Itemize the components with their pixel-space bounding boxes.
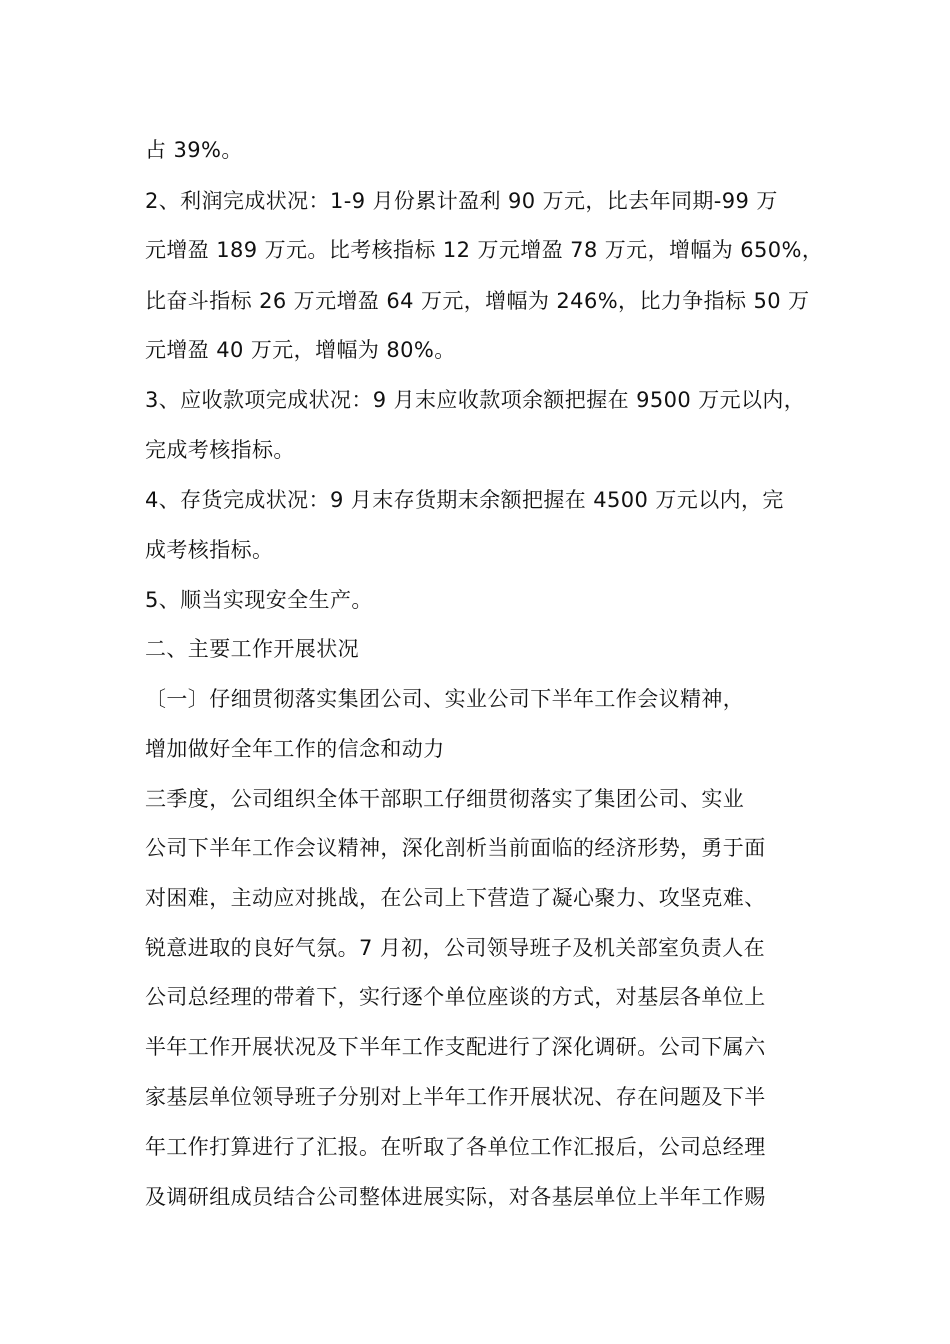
text-line: 锐意进取的良好气氛。7 月初，公司领导班子及机关部室负责人在 — [145, 936, 766, 960]
subsection-heading: 增加做好全年工作的信念和动力 — [145, 737, 445, 761]
text-line: 及调研组成员结合公司整体进展实际，对各基层单位上半年工作赐 — [145, 1185, 766, 1209]
text-line: 公司总经理的带着下，实行逐个单位座谈的方式，对基层各单位上 — [145, 985, 766, 1009]
text-line: 半年工作开展状况及下半年工作支配进行了深化调研。公司下属六 — [145, 1035, 766, 1059]
text-line: 成考核指标。 — [145, 538, 274, 562]
text-line: 占 39%。 — [145, 138, 243, 162]
text-line: 家基层单位领导班子分别对上半年工作开展状况、存在问题及下半 — [145, 1085, 766, 1109]
subsection-heading: 〔一〕仔细贯彻落实集团公司、实业公司下半年工作会议精神， — [145, 687, 745, 711]
text-line: 5、顺当实现安全生产。 — [145, 588, 373, 612]
text-line: 完成考核指标。 — [145, 438, 295, 462]
text-line: 比奋斗指标 26 万元增盈 64 万元，增幅为 246%，比力争指标 50 万 — [145, 289, 810, 313]
text-line: 4、存货完成状况：9 月末存货期末余额把握在 4500 万元以内，完 — [145, 488, 784, 512]
text-line: 年工作打算进行了汇报。在听取了各单位工作汇报后，公司总经理 — [145, 1135, 766, 1159]
text-line: 公司下半年工作会议精神，深化剖析当前面临的经济形势，勇于面 — [145, 836, 766, 860]
text-line: 元增盈 189 万元。比考核指标 12 万元增盈 78 万元，增幅为 650%， — [145, 238, 824, 262]
section-heading: 二、主要工作开展状况 — [145, 637, 359, 661]
text-line: 对困难，主动应对挑战，在公司上下营造了凝心聚力、攻坚克难、 — [145, 886, 766, 910]
text-line: 3、应收款项完成状况：9 月末应收款项余额把握在 9500 万元以内， — [145, 388, 806, 412]
text-line: 2、利润完成状况：1-9 月份累计盈利 90 万元，比去年同期-99 万 — [145, 189, 778, 213]
text-line: 元增盈 40 万元，增幅为 80%。 — [145, 338, 456, 362]
text-line: 三季度，公司组织全体干部职工仔细贯彻落实了集团公司、实业 — [145, 787, 745, 811]
